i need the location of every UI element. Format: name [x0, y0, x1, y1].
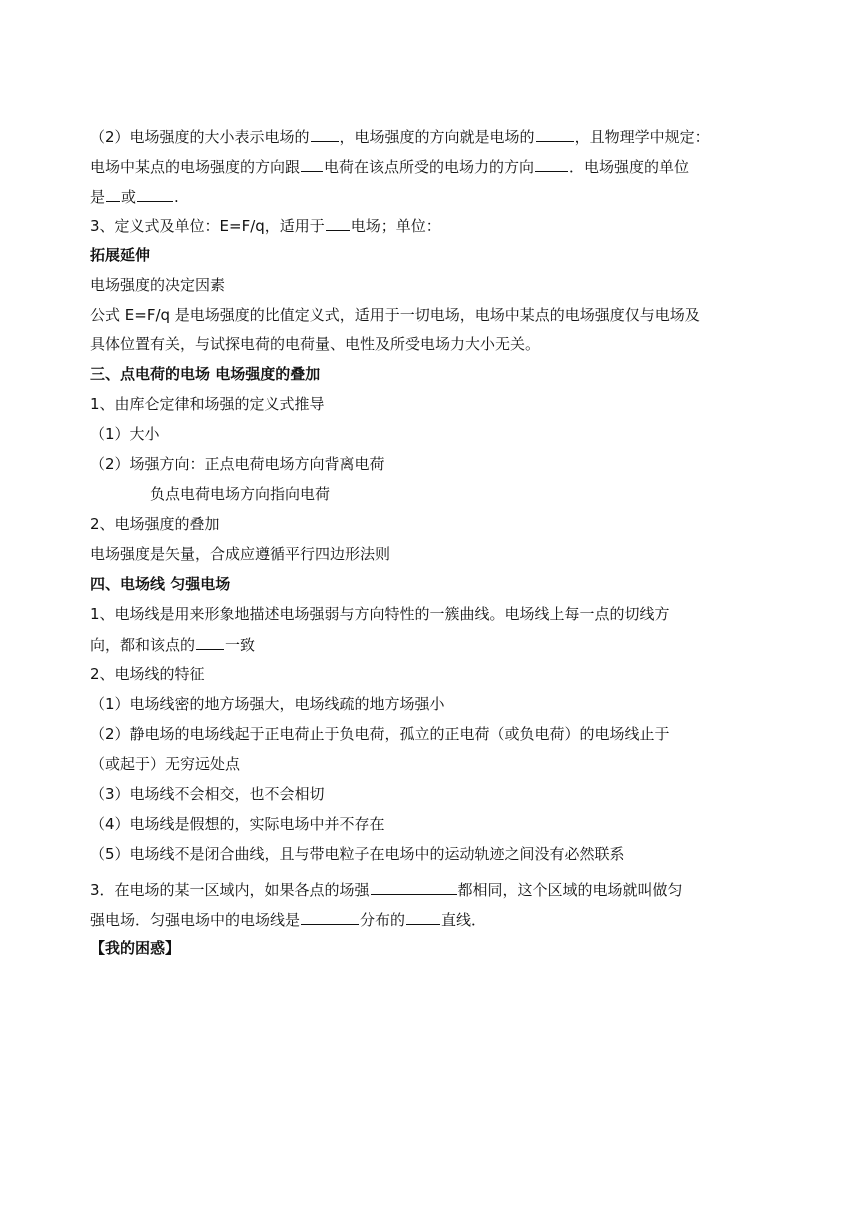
section-heading: 三、点电荷的电场 电场强度的叠加	[90, 365, 321, 383]
text-line: 是 或 .	[90, 188, 179, 206]
text-line: 向，都和该点的 一致	[90, 636, 256, 654]
text-line: 1、由库仑定律和场强的定义式推导	[90, 395, 325, 413]
text-line: （3）电场线不会相交，也不会相切	[90, 785, 325, 803]
text-line: 2、电场线的特征	[90, 665, 205, 683]
text-line: （2）电场强度的大小表示电场的 ，电场强度的方向就是电场的 ，且物理学中规定：	[90, 128, 710, 146]
text-line: 负点电荷电场方向指向电荷	[150, 485, 331, 503]
answer-blank[interactable]	[301, 156, 323, 172]
answer-blank[interactable]	[106, 186, 120, 202]
text-line: 具体位置有关，与试探电荷的电荷量、电性及所受电场力大小无关。	[90, 335, 541, 353]
answer-blank[interactable]	[196, 634, 224, 650]
answer-blank[interactable]	[326, 215, 350, 231]
section-heading: 拓展延伸	[90, 246, 151, 264]
text-line: （1）电场线密的地方场强大，电场线疏的地方场强小	[90, 695, 445, 713]
text-line: （或起于）无穷远处点	[90, 755, 241, 773]
text-line: 电场强度的决定因素	[90, 276, 226, 294]
text-line: 公式 E=F/q 是电场强度的比值定义式，适用于一切电场，电场中某点的电场强度仅与电场及	[90, 306, 700, 324]
text-line: 3．在电场的某一区域内，如果各点的场强 都相同，这个区域的电场就叫做匀	[90, 881, 683, 899]
section-heading: 【我的困惑】	[90, 939, 181, 957]
text-line: 3、定义式及单位：E=F/q，适用于 电场；单位：	[90, 217, 441, 235]
answer-blank[interactable]	[301, 909, 359, 925]
answer-blank[interactable]	[311, 126, 339, 142]
section-heading: 四、电场线 匀强电场	[90, 575, 231, 593]
text-line: （2）场强方向：正点电荷电场方向背离电荷	[90, 455, 385, 473]
answer-blank[interactable]	[536, 126, 574, 142]
text-line: 电场强度是矢量，合成应遵循平行四边形法则	[90, 545, 391, 563]
text-line: 2、电场强度的叠加	[90, 515, 220, 533]
answer-blank[interactable]	[535, 156, 568, 172]
answer-blank[interactable]	[371, 879, 457, 895]
text-line: 电场中某点的电场强度的方向跟 电荷在该点所受的电场力的方向 ．电场强度的单位	[90, 158, 690, 176]
text-line: （1）大小	[90, 425, 160, 443]
text-line: 1、电场线是用来形象地描述电场强弱与方向特性的一簇曲线。电场线上每一点的切线方	[90, 605, 670, 623]
text-line: （5）电场线不是闭合曲线，且与带电粒子在电场中的运动轨迹之间没有必然联系	[90, 845, 625, 863]
text-line: （2）静电场的电场线起于正电荷止于负电荷，孤立的正电荷（或负电荷）的电场线止于	[90, 725, 670, 743]
text-line: （4）电场线是假想的，实际电场中并不存在	[90, 815, 385, 833]
answer-blank[interactable]	[406, 909, 440, 925]
answer-blank[interactable]	[137, 186, 173, 202]
text-line: 强电场．匀强电场中的电场线是 分布的 直线．	[90, 911, 487, 929]
